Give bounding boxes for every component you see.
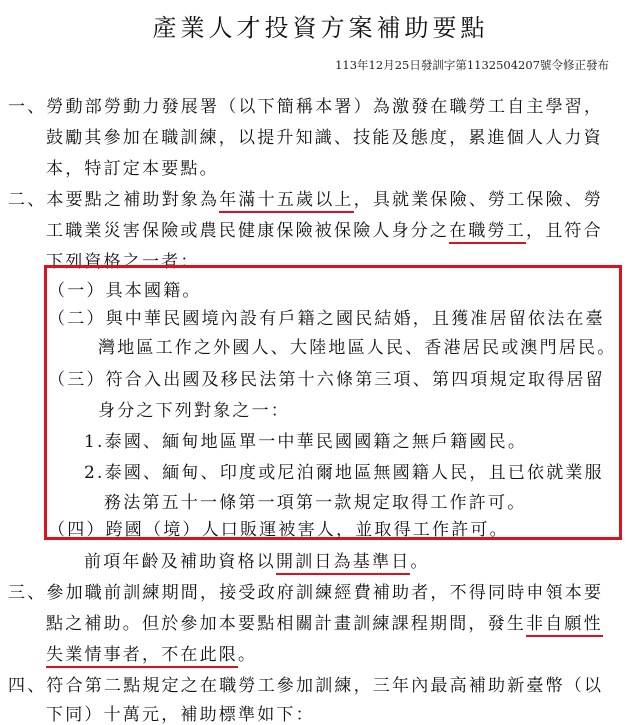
section-3-line-1: 三、參加職前訓練期間，接受政府訓練經費補助者，不得同時申領本要 [8, 583, 604, 603]
section-1-line-1: 一、勞動部勞動力發展署（以下簡稱本署）為激發在職勞工自主學習， [8, 97, 604, 117]
section-4-line-1: 四、符合第二點規定之在職勞工參加訓練，三年內最高補助新臺幣（以 [8, 676, 604, 696]
section-1-line-3: 本，特訂定本要點。 [46, 159, 219, 179]
underline-age-requirement: 年滿十五歲以上 [219, 190, 353, 213]
document-title: 產業人才投資方案補助要點 [152, 14, 489, 42]
underline-base-date: 開訓日為基準日 [276, 552, 410, 575]
section-3-line-2: 點之補助。但於參加本要點相關計畫訓練課程期間，發生非自願性 [46, 609, 603, 634]
section-2-number: 二、 [8, 190, 47, 210]
underline-employed-worker: 在職勞工 [449, 221, 526, 244]
section-4-line-2: 下同）十萬元，補助標準如下： [46, 705, 315, 725]
section-2-note: 前項年齡及補助資格以開訓日為基準日。 [84, 547, 430, 572]
eligibility-subitem-1: 1.泰國、緬甸地區單一中華民國國籍之無戶籍國民。 [84, 432, 528, 452]
section-2-line-3: 下列資格之一者： [46, 252, 200, 272]
section-4-number: 四、 [8, 676, 47, 696]
section-3-number: 三、 [8, 583, 47, 603]
section-2-line-2: 工職業災害保險或農民健康保險被保險人身分之在職勞工，且符合 [46, 216, 603, 241]
eligibility-item-3-line-2: 身分之下列對象之一： [98, 401, 290, 421]
section-3-line-3: 失業情事者，不在此限。 [46, 640, 257, 665]
section-2-line-1: 二、本要點之補助對象為年滿十五歲以上，具就業保險、勞工保險、勞 [8, 185, 603, 210]
eligibility-subitem-2-line-1: 2.泰國、緬甸、印度或尼泊爾地區無國籍人民，且已依就業服 [84, 463, 604, 483]
eligibility-item-2-line-1: （二）與中華民國境內設有戶籍之國民結婚，且獲准居留依法在臺 [48, 309, 605, 329]
underline-unemployment-exception: 失業情事者，不在此限 [46, 645, 238, 668]
section-1-number: 一、 [8, 97, 47, 117]
issuance-note: 113年12月25日發訓字第1132504207號令修正發布 [335, 58, 609, 72]
eligibility-item-1: （一）具本國籍。 [48, 281, 202, 301]
eligibility-item-3-line-1: （三）符合入出國及移民法第十六條第三項、第四項規定取得居留 [48, 370, 605, 390]
underline-involuntary: 非自願性 [526, 614, 603, 637]
eligibility-item-4: （四）跨國（境）人口販運被害人，並取得工作許可。 [48, 520, 509, 540]
eligibility-item-2-line-2: 灣地區工作之外國人、大陸地區人民、香港居民或澳門居民。 [98, 338, 617, 358]
eligibility-subitem-2-line-2: 務法第五十一條第一項第一款規定取得工作許可。 [104, 493, 527, 513]
section-1-line-2: 鼓勵其參加在職訓練，以提升知識、技能及態度，累進個人人力資 [46, 128, 603, 148]
